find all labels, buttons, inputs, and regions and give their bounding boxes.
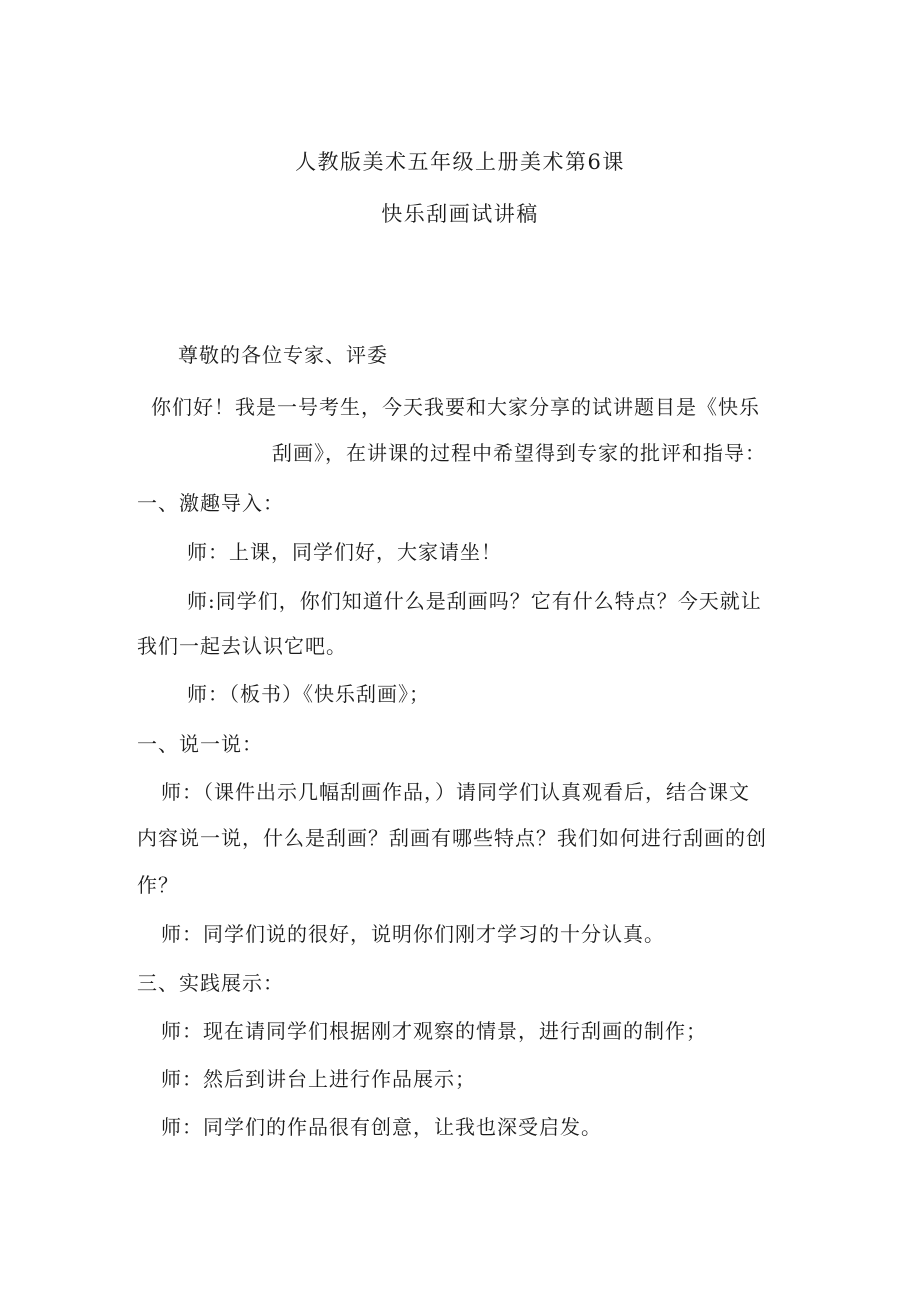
- section-heading-discuss: 一、说一说：: [137, 732, 263, 756]
- paragraph-praise: 师：同学们说的很好，说明你们刚才学习的十分认真。: [161, 922, 665, 946]
- section-heading-practice: 三、实践展示：: [137, 971, 284, 995]
- paragraph-practice-1: 师：现在请同学们根据刚才观察的情景，进行刮画的制作；: [161, 1019, 707, 1043]
- section-heading-warmup: 一、激趣导入：: [137, 491, 284, 515]
- paragraph-practice-3: 师：同学们的作品很有创意，让我也深受启发。: [161, 1115, 602, 1139]
- paragraph-blackboard: 师：（板书）《快乐刮画》；: [187, 682, 430, 706]
- paragraph-discuss-line-1: 师：（课件出示几幅刮画作品，）请同学们认真观看后，结合课文: [161, 780, 750, 804]
- greeting: 尊敬的各位专家、评委: [178, 343, 388, 367]
- intro-line-2: 刮画》，在讲课的过程中希望得到专家的批评和指导：: [272, 441, 766, 465]
- paragraph-discuss-line-2: 内容说一说，什么是刮画？刮画有哪些特点？我们如何进行刮画的创: [137, 826, 767, 850]
- paragraph-discuss-line-3: 作？: [137, 873, 179, 897]
- document-title: 人教版美术五年级上册美术第6课: [295, 150, 625, 174]
- document-subtitle: 快乐刮画试讲稿: [381, 202, 539, 226]
- paragraph-question-line-1: 师:同学们，你们知道什么是刮画吗？它有什么特点？今天就让: [187, 589, 762, 613]
- intro-line-1: 你们好！我是一号考生，今天我要和大家分享的试讲题目是《快乐: [151, 395, 760, 419]
- paragraph-greeting-class: 师：上课，同学们好，大家请坐！: [187, 540, 502, 564]
- paragraph-practice-2: 师：然后到讲台上进行作品展示；: [161, 1067, 476, 1091]
- paragraph-question-line-2: 我们一起去认识它吧。: [137, 634, 347, 658]
